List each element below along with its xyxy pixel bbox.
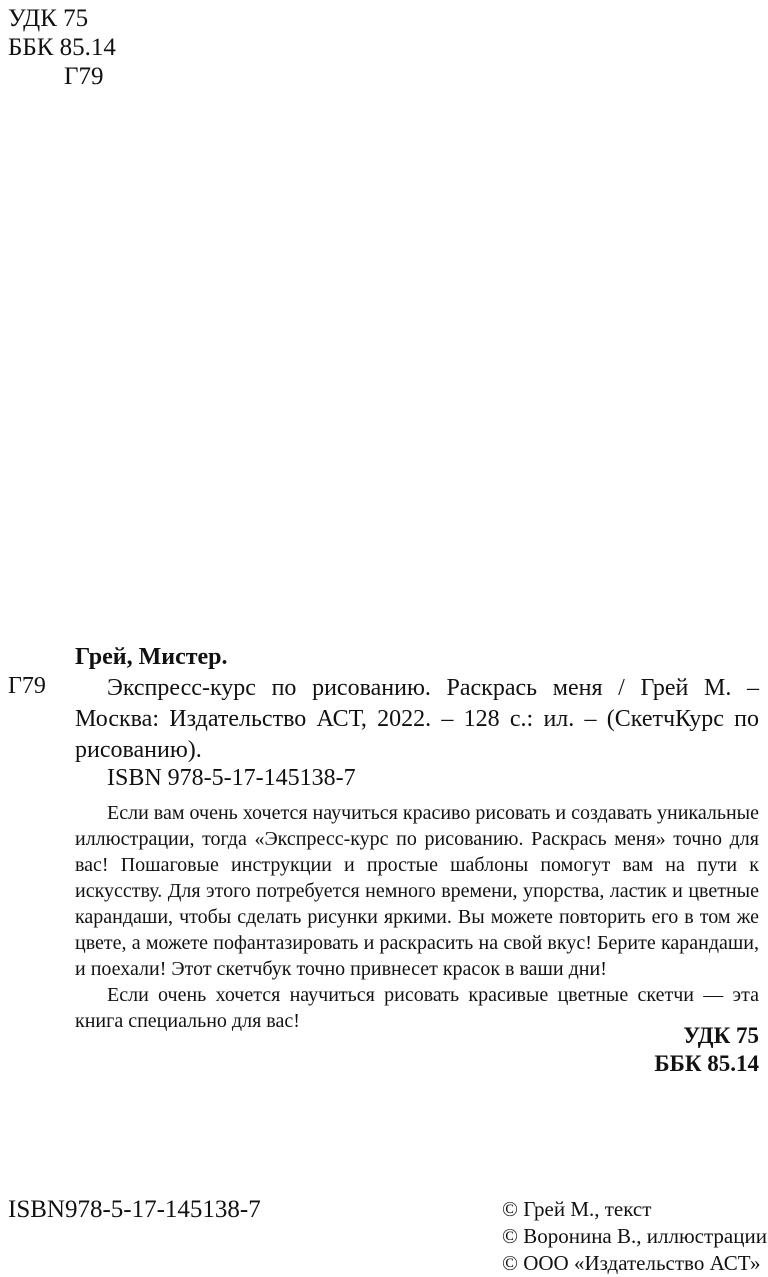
author-mark-left: Г79	[8, 673, 46, 699]
annotation-paragraph: Если вам очень хочется научиться красиво рисовать и создавать уникальные иллюстрации, тогда «Экспресс-курс по рисованию. Раскрась меня» точно для вас! Пошаговые инструкции и простые шаблоны помогут вам на пути к искусству. Для этого потребуется немного времени, упорства, ластик и цветные карандаши, чтобы сделать рисунки яркими. Вы можете повторить его в том же цвете, а можете пофантазировать и раскрасить на свой вкус! Берите карандаши, и поехали! Этот скетчбук точно привнесет красок в ваши дни!	[75, 802, 759, 980]
isbn: ISBN 978-5-17-145138-7	[107, 765, 356, 791]
bbk-code: ББК 85.14	[654, 1051, 759, 1076]
bibliographic-description: Экспресс-курс по рисованию. Раскрась меня / Грей М. – Москва: Издательство АСТ, 2022. – 128 с.: ил. – (СкетчКурс по рисованию).	[75, 675, 759, 763]
udk-code: УДК 75	[8, 5, 89, 32]
classification-codes-bottom	[654, 1022, 759, 1078]
copyright-line: © Грей М., текст	[502, 1197, 652, 1221]
isbn-footer: ISBN978-5-17-145138-7	[8, 1196, 261, 1223]
annotation	[75, 800, 759, 1034]
udk-code: УДК 75	[683, 1023, 759, 1048]
copyright-line: © Воронина В., иллюстрации	[502, 1224, 767, 1248]
bbk-code: ББК 85.14	[8, 34, 116, 61]
copyright-line: © ООО «Издательство АСТ»	[502, 1251, 761, 1275]
copyright-block	[502, 1196, 767, 1277]
author-heading: Грей, Мистер.	[75, 644, 228, 670]
annotation-paragraph: Если очень хочется научиться рисовать красивые цветные скетчи — эта книга специально для вас!	[75, 984, 759, 1032]
author-mark: Г79	[64, 63, 104, 90]
classification-codes-top	[8, 4, 116, 91]
